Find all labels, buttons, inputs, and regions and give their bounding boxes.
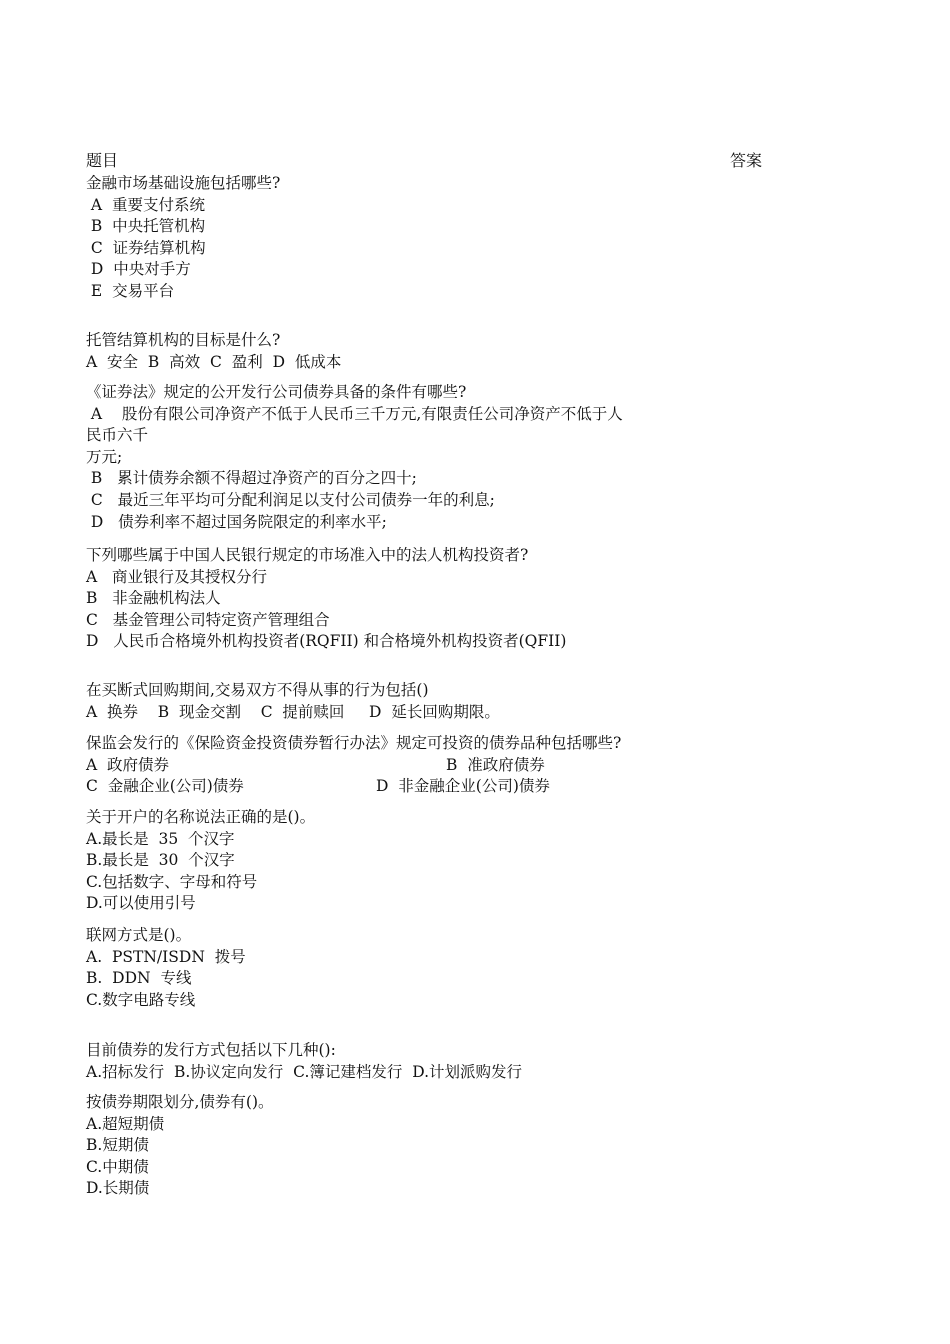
question-title: 下列哪些属于中国人民银行规定的市场准入中的法人机构投资者?	[86, 546, 529, 564]
option: C 基金管理公司特定资产管理组合	[86, 610, 330, 629]
options-line: A.招标发行 B.协议定向发行 C.簿记建档发行 D.计划派购发行	[86, 1062, 523, 1081]
option: A.超短期债	[86, 1114, 165, 1133]
question-7	[86, 807, 726, 915]
option-line: A 股份有限公司净资产不低于人民币三千万元,有限责任公司净资产不低于人	[86, 404, 623, 423]
option: B 准政府债券	[446, 755, 545, 774]
option: C.数字电路专线	[86, 990, 196, 1009]
option-line: 万元;	[86, 447, 123, 466]
option: D 非金融企业(公司)债券	[376, 777, 550, 796]
option: E 交易平台	[86, 281, 175, 300]
option: D.可以使用引号	[86, 894, 196, 913]
question-title: 托管结算机构的目标是什么?	[86, 331, 281, 349]
option: B 非金融机构法人	[86, 589, 221, 608]
option: C.包括数字、字母和符号	[86, 872, 258, 891]
question-9	[86, 1040, 726, 1083]
option: A.最长是 35 个汉字	[86, 829, 235, 848]
question-title: 关于开户的名称说法正确的是()。	[86, 808, 316, 826]
question-8	[86, 925, 726, 1011]
option: C 金融企业(公司)债券	[86, 777, 244, 796]
option: B.短期债	[86, 1136, 149, 1155]
question-4	[86, 545, 726, 653]
option-line: C 最近三年平均可分配利润足以支付公司债券一年的利息;	[86, 490, 495, 509]
options-line: A 安全 B 高效 C 盈利 D 低成本	[86, 352, 342, 371]
question-title: 《证券法》规定的公开发行公司债券具备的条件有哪些?	[86, 383, 467, 401]
question-10	[86, 1092, 726, 1200]
option: B 中央托管机构	[86, 217, 206, 236]
header-answer-column: 答案	[730, 151, 763, 170]
option: A. PSTN/ISDN 拨号	[86, 947, 246, 966]
question-title: 目前债券的发行方式包括以下几种():	[86, 1041, 336, 1059]
question-6	[86, 733, 786, 798]
option: D 中央对手方	[86, 260, 191, 279]
option-line: D 债券利率不超过国务院限定的利率水平;	[86, 512, 387, 531]
header-question-column: 题目	[86, 151, 119, 170]
option: A 重要支付系统	[86, 195, 205, 214]
option: D.长期债	[86, 1179, 150, 1198]
option: B. DDN 专线	[86, 969, 192, 988]
options-line: A 换券 B 现金交割 C 提前赎回 D 延长回购期限。	[86, 702, 500, 721]
question-2	[86, 330, 726, 373]
question-1	[86, 173, 726, 303]
option: A 政府债券	[86, 755, 170, 774]
question-title: 在买断式回购期间,交易双方不得从事的行为包括()	[86, 681, 429, 699]
options-row	[86, 755, 786, 777]
option: C.中期债	[86, 1157, 149, 1176]
question-3	[86, 382, 726, 533]
option: A 商业银行及其授权分行	[86, 567, 267, 586]
option: D 人民币合格境外机构投资者(RQFII) 和合格境外机构投资者(QFII)	[86, 632, 567, 651]
option-line: B 累计债券余额不得超过净资产的百分之四十;	[86, 469, 417, 488]
options-row	[86, 776, 786, 798]
option: C 证券结算机构	[86, 238, 206, 257]
option-line: 民币六千	[86, 426, 149, 445]
question-5	[86, 680, 726, 723]
question-title: 按债券期限划分,债券有()。	[86, 1093, 274, 1111]
question-title: 金融市场基础设施包括哪些?	[86, 174, 281, 192]
question-title: 联网方式是()。	[86, 926, 192, 944]
option: B.最长是 30 个汉字	[86, 851, 235, 870]
question-title: 保监会发行的《保险资金投资债券暂行办法》规定可投资的债券品种包括哪些?	[86, 734, 622, 752]
